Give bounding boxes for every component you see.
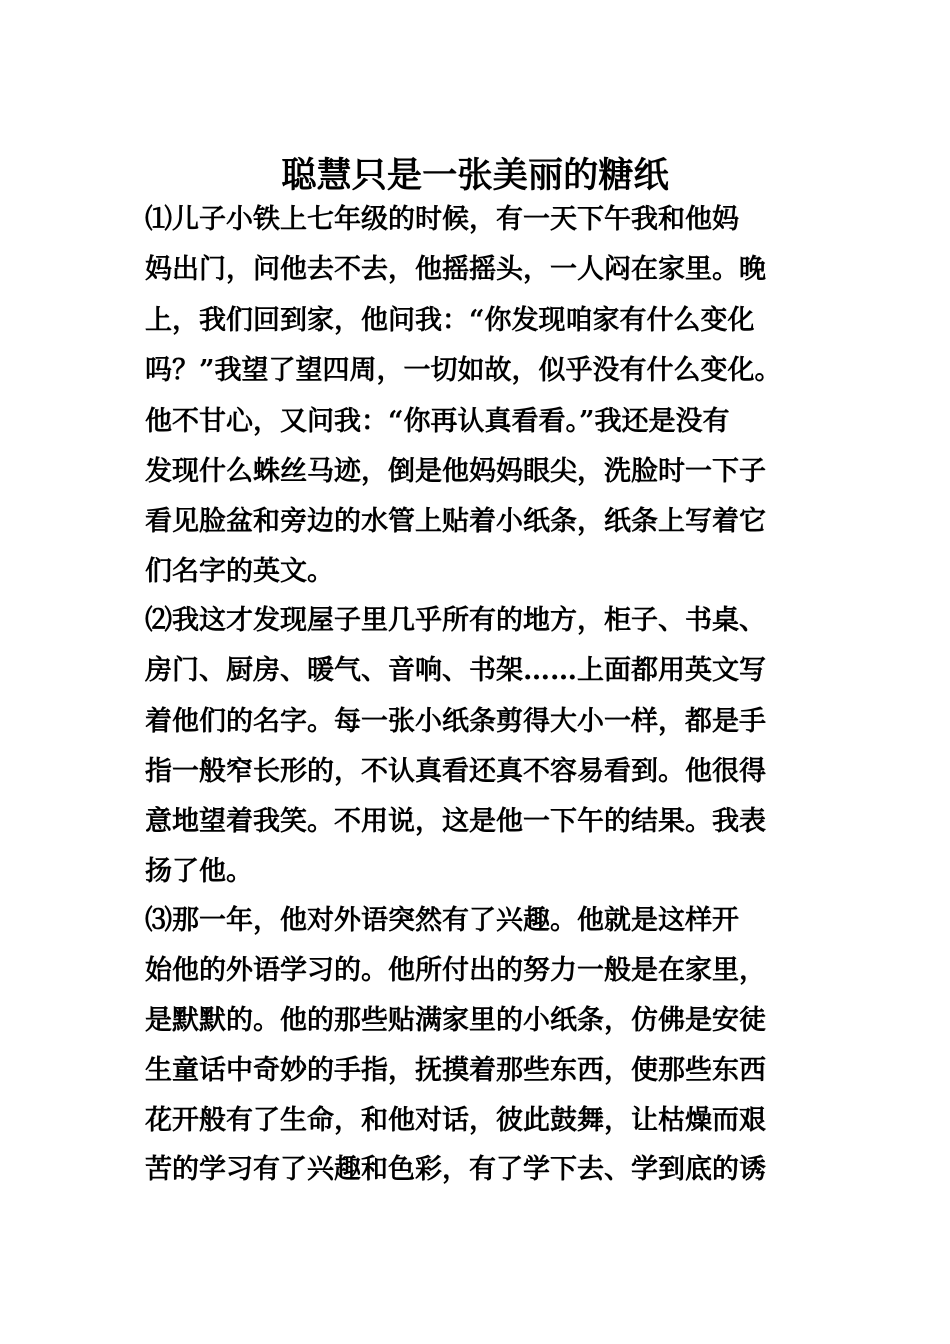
text-line-14: 扬了他。 — [145, 856, 253, 887]
text-line-5: 他不甘心，又问我：“你再认真看看。”我还是没有 — [145, 406, 730, 437]
document-title: 聪慧只是一张美丽的糖纸 — [281, 155, 669, 196]
text-line-3: 上，我们回到家，他问我：“你发现咱家有什么变化 — [145, 305, 755, 336]
text-line-13: 意地望着我笑。不用说，这是他一下午的结果。我表 — [145, 806, 766, 837]
text-line-20: 苦的学习有了兴趣和色彩，有了学下去、学到底的诱 — [145, 1154, 766, 1185]
text-line-18: 生童话中奇妙的手指，抚摸着那些东西，使那些东西 — [145, 1055, 766, 1086]
text-line-6: 发现什么蛛丝马迹，倒是他妈妈眼尖，洗脸时一下子 — [145, 456, 766, 487]
text-line-11: 着他们的名字。每一张小纸条剪得大小一样，都是手 — [145, 706, 766, 737]
text-line-16: 始他的外语学习的。他所付出的努力一般是在家里， — [145, 955, 766, 986]
text-line-15: ⑶那一年，他对外语突然有了兴趣。他就是这样开 — [145, 905, 739, 936]
text-line-7: 看见脸盆和旁边的水管上贴着小纸条，纸条上写着它 — [145, 506, 766, 537]
text-line-4: 吗？”我望了望四周，一切如故，似乎没有什么变化。 — [145, 355, 782, 386]
text-line-8: 们名字的英文。 — [145, 556, 334, 587]
text-line-19: 花开般有了生命，和他对话，彼此鼓舞，让枯燥而艰 — [145, 1105, 766, 1136]
text-line-2: 妈出门，问他去不去，他摇摇头，一人闷在家里。晚 — [145, 254, 766, 285]
text-line-17: 是默默的。他的那些贴满家里的小纸条，仿佛是安徒 — [145, 1005, 766, 1036]
text-line-1: ⑴儿子小铁上七年级的时候，有一天下午我和他妈 — [145, 204, 739, 235]
text-line-10: 房门、厨房、暖气、音响、书架……上面都用英文写 — [145, 655, 766, 686]
text-line-9: ⑵我这才发现屋子里几乎所有的地方，柜子、书桌、 — [145, 605, 766, 636]
text-line-12: 指一般窄长形的，不认真看还真不容易看到。他很得 — [145, 756, 766, 787]
